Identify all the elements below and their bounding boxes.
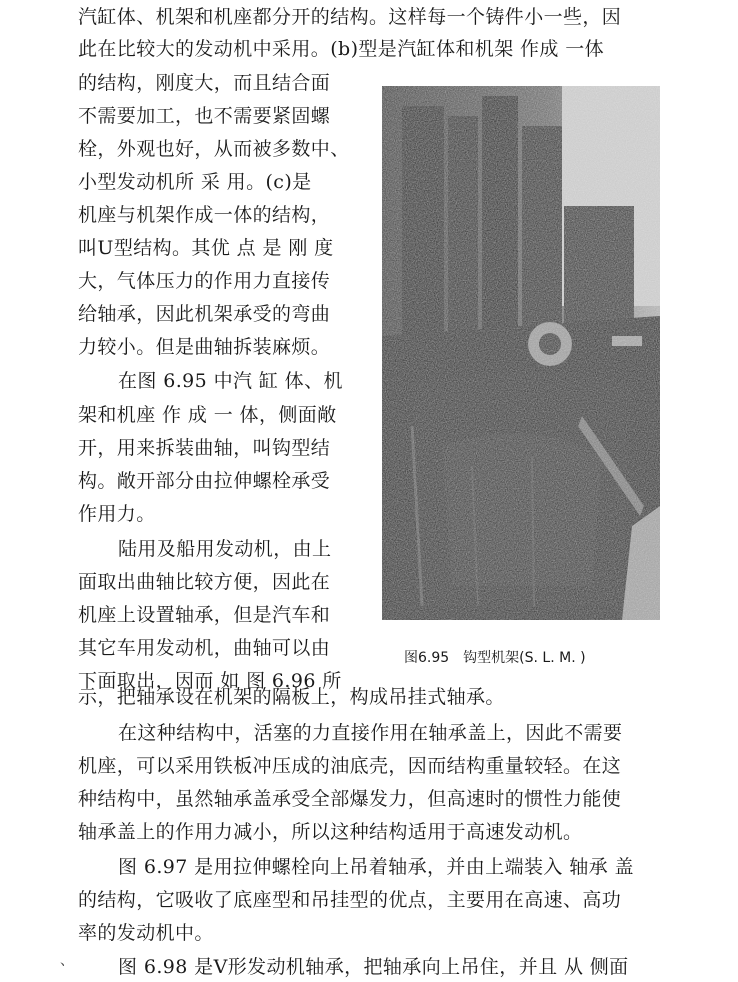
text-line-left-16: 面取出曲轴比较方便，因此在: [78, 571, 331, 593]
text-line-left-2: 不需要加工，也不需要紧固螺: [78, 105, 331, 127]
figure-caption: 图6.95 钩型机架(S. L. M. ): [404, 650, 586, 666]
text-line-left-17: 机座上设置轴承，但是汽车和: [78, 604, 331, 626]
text-line-left-7: 大，气体压力的作用力直接传: [78, 270, 331, 292]
text-line-left-10: 在图 6.95 中汽 缸 体、机: [118, 370, 343, 392]
text-line-bottom-2: 在这种结构中，活塞的力直接作用在轴承盖上，因此不需要: [118, 722, 623, 744]
text-line-left-3: 栓，外观也好，从而被多数中、: [78, 138, 350, 160]
text-line-left-5: 机座与机架作成一体的结构，: [78, 204, 331, 226]
text-line-top-2: 此在比较大的发动机中采用。(b)型是汽缸体和机架 作成 一体: [78, 38, 605, 60]
text-line-left-4: 小型发动机所 采 用。(c)是: [78, 171, 312, 193]
text-line-left-11: 架和机座 作 成 一 体，侧面敞: [78, 404, 337, 426]
text-line-bottom-4: 种结构中，虽然轴承盖承受全部爆发力，但高速时的惯性力能使: [78, 788, 622, 810]
text-line-bottom-9: 图 6.98 是V形发动机轴承，把轴承向上吊住，并且 从 侧面: [118, 956, 629, 978]
text-line-left-15: 陆用及船用发动机，由上: [118, 538, 332, 560]
text-line-left-19: 下面取出，因而 如 图 6.96 所: [78, 670, 342, 692]
text-line-bottom-8: 率的发动机中。: [78, 922, 214, 944]
figure-photo-hook-frame: [382, 86, 660, 620]
text-line-bottom-3: 机座，可以采用铁板冲压成的油底壳，因而结构重量较轻。在这: [78, 755, 622, 777]
text-line-left-6: 叫U型结构。其优 点 是 刚 度: [78, 237, 334, 259]
text-line-bottom-7: 的结构，它吸收了底座型和吊挂型的优点，主要用在高速、高功: [78, 889, 622, 911]
text-line-top-1: 汽缸体、机架和机座都分开的结构。这样每一个铸件小一些，因: [78, 6, 622, 28]
text-line-left-9: 力较小。但是曲轴拆装麻烦。: [78, 336, 331, 358]
text-line-left-18: 其它车用发动机，曲轴可以由: [78, 637, 331, 659]
engine-frame-photo: [382, 86, 660, 620]
text-line-bottom-1: 示，把轴承设在机架的隔板上，构成吊挂式轴承。: [78, 686, 505, 708]
margin-mark: 、: [60, 953, 74, 969]
text-line-bottom-5: 轴承盖上的作用力减小，所以这种结构适用于高速发动机。: [78, 821, 583, 843]
text-line-left-13: 构。敞开部分由拉伸螺栓承受: [78, 470, 331, 492]
text-line-left-1: 的结构，刚度大，而且结合面: [78, 72, 331, 94]
text-line-left-8: 给轴承，因此机架承受的弯曲: [78, 303, 331, 325]
text-line-bottom-6: 图 6.97 是用拉伸螺栓向上吊着轴承，并由上端装入 轴承 盖: [118, 856, 634, 878]
text-line-left-12: 开，用来拆装曲轴，叫钩型结: [78, 437, 331, 459]
text-line-left-14: 作用力。: [78, 503, 156, 525]
